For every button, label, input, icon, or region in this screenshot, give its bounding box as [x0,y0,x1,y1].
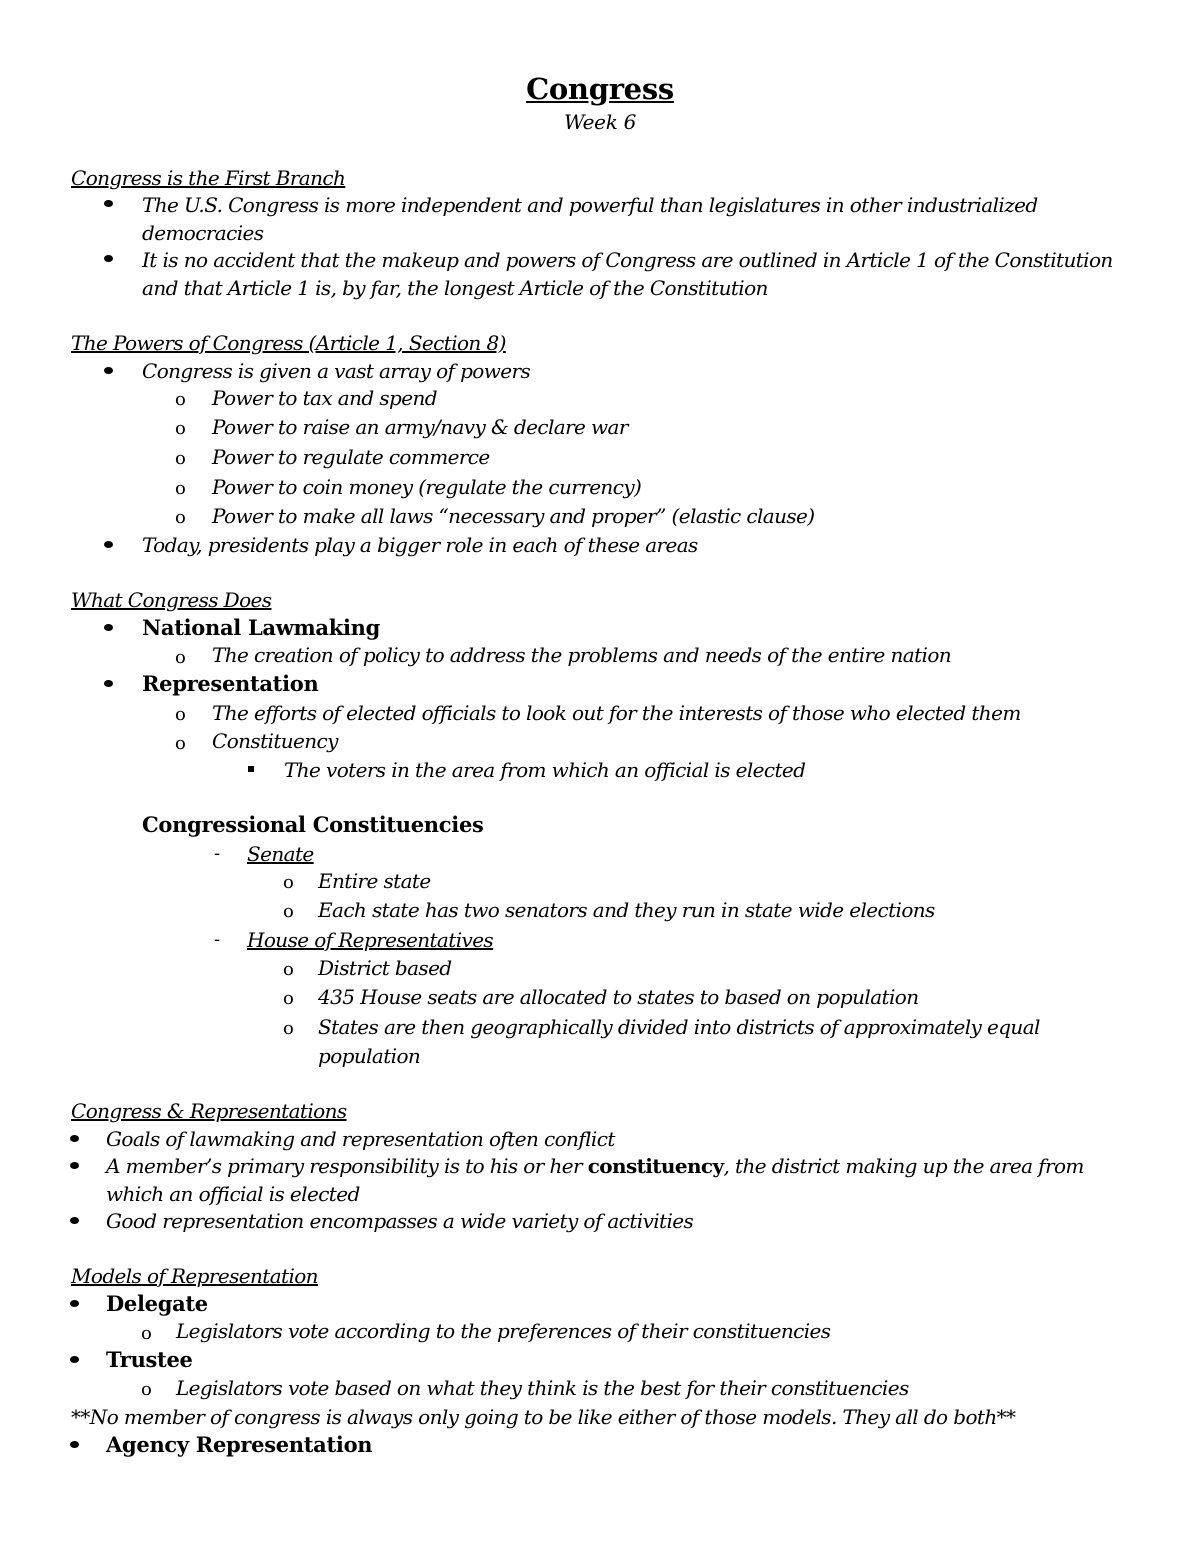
section-heading-congress-representations: Congress & Representations [71,1099,347,1123]
bullet-circle: o [283,901,294,922]
bullet-circle: o [175,478,186,499]
bullet-disc [70,1135,79,1142]
sub-heading-senate: Senate [247,842,314,866]
list-item-text: A member’s primary responsibility is to his or her [106,1154,588,1178]
sub-list-item: Power to coin money (regulate the currency) [212,475,642,499]
bullet-circle: o [175,704,186,725]
sub-heading-house: House of Representatives [247,928,494,952]
sub-list-item: Entire state [318,869,431,893]
section-heading-what-congress-does: What Congress Does [71,588,272,612]
bullet-disc [104,541,113,548]
sub-list-item: Constituency [212,729,338,753]
bullet-disc [70,1441,79,1448]
bullet-circle: o [175,418,186,439]
bullet-dash: - [214,843,221,864]
list-item: Congress is given a vast array of powers [142,359,531,383]
note-text: **No member of congress is always only going to be like either of those models. They all do both** [71,1405,1016,1429]
sub-list-item: Each state has two senators and they run in state wide elections [318,898,935,922]
bullet-circle: o [175,389,186,410]
bullet-disc [70,1162,79,1169]
list-item-text: , the district making up the area from [723,1154,1084,1178]
bullet-disc [70,1356,79,1363]
list-item-bold-term: constituency [587,1154,724,1178]
list-item: Goals of lawmaking and representation often conflict [106,1127,615,1151]
bullet-circle: o [141,1379,152,1400]
list-item: Today, presidents play a bigger role in each of these areas [142,533,698,557]
bullet-circle: o [175,507,186,528]
sub-list-item: Power to regulate commerce [212,445,490,469]
bullet-circle: o [175,647,186,668]
sub-sub-list-item: The voters in the area from which an official is elected [284,758,806,782]
section-heading-constituencies: Congressional Constituencies [142,812,484,837]
list-item [106,1152,1084,1180]
sub-list-item: Power to make all laws “necessary and proper” (elastic clause) [212,504,815,528]
bullet-disc [104,624,113,631]
list-item-continuation: which an official is elected [106,1182,360,1206]
list-item-bold: National Lawmaking [142,615,381,640]
section-heading-models: Models of Representation [71,1264,318,1288]
sub-list-item: Legislators vote according to the preferences of their constituencies [176,1319,831,1343]
page-title: Congress [526,72,674,106]
sub-list-item: Power to tax and spend [212,386,437,410]
bullet-disc [104,367,113,374]
bullet-disc [104,680,113,687]
list-item-bold: Trustee [106,1347,193,1372]
list-item-continuation: and that Article 1 is, by far, the longest Article of the Constitution [142,276,768,300]
bullet-circle: o [283,872,294,893]
section-heading-powers: The Powers of Congress (Article 1, Section 8) [71,331,506,355]
bullet-disc [104,200,113,207]
bullet-circle: o [283,959,294,980]
bullet-disc [70,1300,79,1307]
bullet-dash: - [214,929,221,950]
bullet-circle: o [141,1323,152,1344]
sub-list-item: Legislators vote based on what they think is the best for their constituencies [176,1376,909,1400]
list-item-bold: Delegate [106,1291,208,1316]
sub-list-item: The efforts of elected officials to look out for the interests of those who elected them [212,701,1021,725]
bullet-circle: o [283,1018,294,1039]
bullet-circle: o [175,733,186,754]
sub-list-item-continuation: population [318,1044,421,1068]
page-subtitle: Week 6 [564,110,636,134]
sub-list-item: District based [318,956,452,980]
bullet-circle: o [283,988,294,1009]
section-heading-first-branch: Congress is the First Branch [71,166,346,190]
bullet-disc [104,255,113,262]
list-item-continuation: democracies [142,221,264,245]
list-item-bold: Agency Representation [106,1432,373,1457]
list-item: Good representation encompasses a wide variety of activities [106,1209,694,1233]
list-item: The U.S. Congress is more independent and powerful than legislatures in other industrialized [142,193,1038,217]
list-item-bold: Representation [142,671,319,696]
bullet-circle: o [175,448,186,469]
sub-list-item: The creation of policy to address the problems and needs of the entire nation [212,643,952,667]
bullet-square [248,766,254,772]
sub-list-item: States are then geographically divided into districts of approximately equal [318,1015,1040,1039]
sub-list-item: 435 House seats are allocated to states to based on population [318,985,919,1009]
list-item: It is no accident that the makeup and powers of Congress are outlined in Article 1 of the Constitution [142,248,1113,272]
sub-list-item: Power to raise an army/navy & declare war [212,415,628,439]
bullet-disc [70,1217,79,1224]
